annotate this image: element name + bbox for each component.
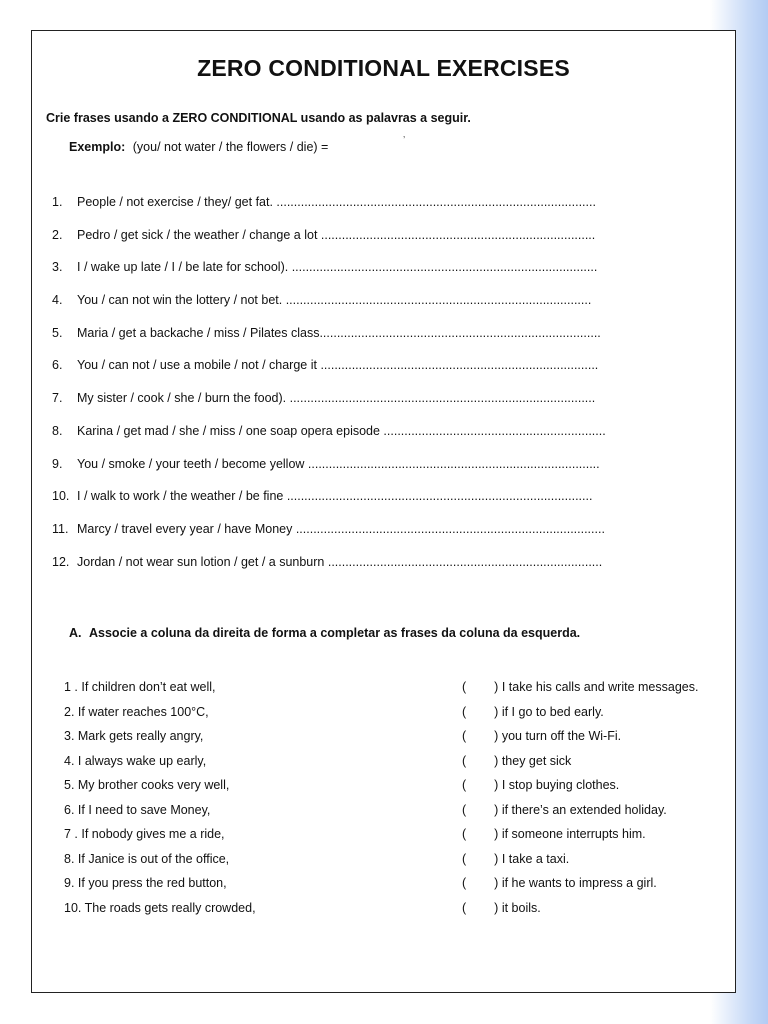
- right-item-text: if there’s an extended holiday.: [501, 802, 667, 817]
- exercise-number: 2.: [52, 227, 63, 242]
- exercise-number: 12.: [52, 554, 70, 569]
- answer-blank-close[interactable]: ): [494, 827, 499, 841]
- right-item: [462, 754, 732, 779]
- answer-blank-open[interactable]: (: [462, 680, 467, 694]
- right-item-text: if someone interrupts him.: [501, 827, 646, 841]
- right-item: [462, 705, 732, 730]
- left-item: 7 . If nobody gives me a ride,: [64, 827, 225, 841]
- exercise-item: [52, 358, 632, 391]
- left-item: 6. If I need to save Money,: [64, 802, 211, 817]
- exercise-number: 6.: [52, 358, 63, 373]
- right-item-text: you turn off the Wi-Fi.: [501, 729, 622, 743]
- right-item-text: it boils.: [501, 900, 541, 915]
- answer-blank-open[interactable]: (: [462, 802, 467, 817]
- exercise-text: You / can not win the lottery / not bet. ........................................................................................: [77, 293, 592, 308]
- answer-blank-open[interactable]: (: [462, 900, 467, 915]
- exercise-item: [52, 555, 632, 588]
- answer-blank-close[interactable]: ): [494, 900, 499, 915]
- exercise-item: [52, 195, 632, 228]
- section-a-instruction: Associe a coluna da direita de forma a completar as frases da coluna da esquerda.: [89, 626, 581, 640]
- exercise-text: You / smoke / your teeth / become yellow ....................................................................................: [77, 456, 600, 471]
- exercise-item: [52, 391, 632, 424]
- section-a-heading: [69, 626, 580, 640]
- exercise-list: [52, 195, 632, 587]
- left-column: [64, 680, 444, 925]
- exercise-number: 7.: [52, 391, 63, 406]
- answer-blank-close[interactable]: ): [494, 704, 499, 719]
- exercise-text: Karina / get mad / she / miss / one soap opera episode ................................................................: [77, 423, 606, 438]
- right-item-text: I stop buying clothes.: [501, 778, 620, 792]
- section-a-letter: A.: [69, 626, 82, 640]
- answer-blank-open[interactable]: (: [462, 778, 467, 792]
- left-item: 8. If Janice is out of the office,: [64, 851, 230, 866]
- exercise-text: Jordan / not wear sun lotion / get / a sunburn ...............................................................................: [77, 554, 603, 569]
- answer-blank-close[interactable]: ): [494, 876, 499, 890]
- left-item: 4. I always wake up early,: [64, 753, 207, 768]
- example-label: Exemplo:: [69, 140, 126, 154]
- right-item: [462, 876, 732, 901]
- exercise-text: Maria / get a backache / miss / Pilates class.................................................................................: [77, 325, 601, 340]
- right-item-text: if he wants to impress a girl.: [501, 876, 657, 890]
- left-item: 9. If you press the red button,: [64, 876, 227, 890]
- example-text: (you/ not water / the flowers / die) =: [132, 140, 329, 154]
- right-item-text: I take his calls and write messages.: [501, 680, 699, 694]
- exercise-text: People / not exercise / they/ get fat. ............................................................................................: [77, 195, 596, 209]
- exercise-item: [52, 522, 632, 555]
- right-item: [462, 729, 732, 754]
- answer-blank-open[interactable]: (: [462, 851, 467, 866]
- left-item: 5. My brother cooks very well,: [64, 778, 230, 792]
- right-item: [462, 901, 732, 926]
- exercise-text: Marcy / travel every year / have Money .........................................................................................: [77, 521, 605, 536]
- exercise-item: [52, 228, 632, 261]
- exercise-text: I / walk to work / the weather / be fine ........................................................................................: [77, 489, 593, 504]
- left-item: 10. The roads gets really crowded,: [64, 900, 256, 915]
- right-item-text: I take a taxi.: [501, 851, 570, 866]
- answer-blank-open[interactable]: (: [462, 704, 467, 719]
- right-item: [462, 680, 732, 705]
- exercise-number: 4.: [52, 293, 63, 308]
- right-item-text: they get sick: [501, 753, 572, 768]
- exercise-item: [52, 489, 632, 522]
- exercise-text: Pedro / get sick / the weather / change a lot ...............................................................................: [77, 227, 596, 242]
- exercise-item: [52, 457, 632, 490]
- left-item: 2. If water reaches 100°C,: [64, 704, 209, 719]
- answer-blank-open[interactable]: (: [462, 729, 467, 743]
- exercise-text: My sister / cook / she / burn the food). ........................................................................................: [77, 391, 596, 406]
- left-item: 1 . If children don’t eat well,: [64, 680, 216, 694]
- exercise-number: 10.: [52, 489, 70, 504]
- answer-blank-close[interactable]: ): [494, 680, 499, 694]
- exercise-number: 5.: [52, 325, 63, 340]
- example-mark: ’: [403, 135, 406, 146]
- right-item: [462, 803, 732, 828]
- exercise-text: You / can not / use a mobile / not / charge it ................................................................................: [77, 358, 599, 373]
- example-line: [69, 140, 328, 154]
- exercise-number: 9.: [52, 456, 63, 471]
- exercise-number: 3.: [52, 260, 63, 275]
- answer-blank-open[interactable]: (: [462, 827, 467, 841]
- exercise-item: [52, 260, 632, 293]
- answer-blank-close[interactable]: ): [494, 753, 499, 768]
- answer-blank-open[interactable]: (: [462, 876, 467, 890]
- instruction-text: Crie frases usando a ZERO CONDITIONAL usando as palavras a seguir.: [46, 111, 471, 125]
- exercise-item: [52, 293, 632, 326]
- exercise-item: [52, 326, 632, 359]
- answer-blank-open[interactable]: (: [462, 753, 467, 768]
- right-item-text: if I go to bed early.: [501, 704, 604, 719]
- left-item: 3. Mark gets really angry,: [64, 729, 204, 743]
- answer-blank-close[interactable]: ): [494, 729, 499, 743]
- page-title: ZERO CONDITIONAL EXERCISES: [197, 55, 570, 81]
- right-item: [462, 852, 732, 877]
- right-column: [462, 680, 732, 925]
- worksheet: [31, 30, 736, 993]
- right-item: [462, 827, 732, 852]
- answer-blank-close[interactable]: ): [494, 851, 499, 866]
- exercise-text: I / wake up late / I / be late for school). ........................................................................................: [77, 260, 598, 275]
- answer-blank-close[interactable]: ): [494, 802, 499, 817]
- exercise-number: 8.: [52, 423, 63, 438]
- answer-blank-close[interactable]: ): [494, 778, 499, 792]
- exercise-number: 1.: [52, 195, 63, 209]
- exercise-number: 11.: [52, 521, 69, 536]
- right-item: [462, 778, 732, 803]
- exercise-item: [52, 424, 632, 457]
